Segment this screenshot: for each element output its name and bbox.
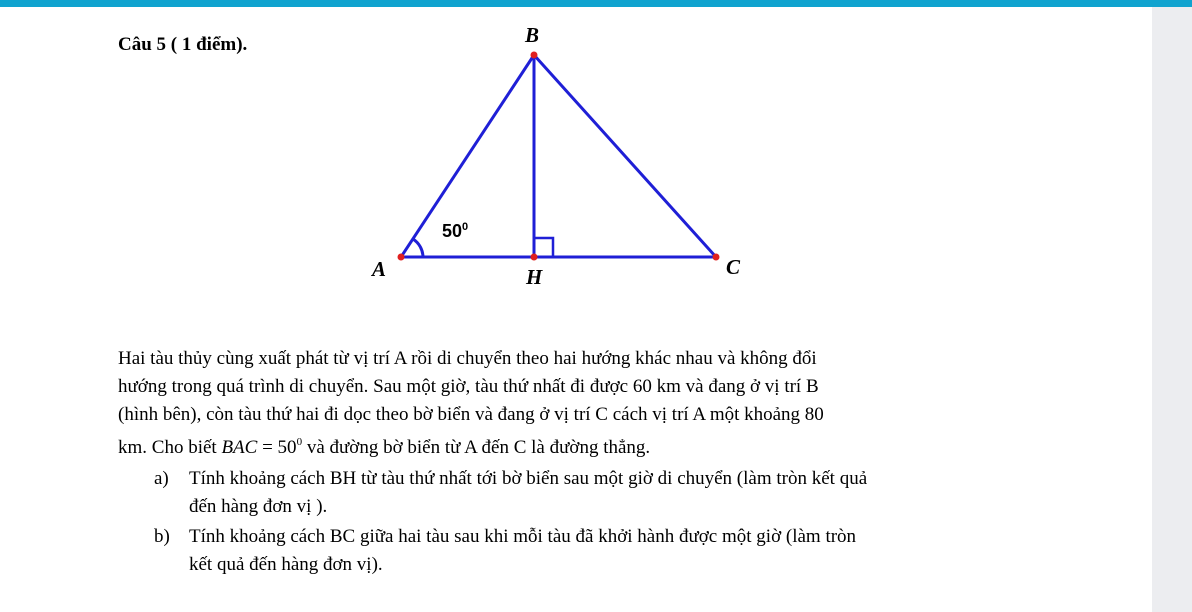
angle-arc-a [413, 239, 423, 257]
point-h [531, 254, 538, 261]
label-h: H [526, 265, 543, 289]
paragraph-line-2: hướng trong quá trình di chuyển. Sau một giờ, tàu thứ nhất đi được 60 km và đang ở vị trí B [118, 376, 819, 397]
right-angle-mark [534, 238, 553, 257]
question-title: Câu 5 ( 1 điểm). [118, 34, 248, 55]
side-bc [534, 55, 716, 257]
point-a [398, 254, 405, 261]
point-b [531, 52, 538, 59]
part-a-line-1: Tính khoảng cách BH từ tàu thứ nhất tới bờ biển sau một giờ di chuyển (làm tròn kết quả [189, 468, 868, 489]
line-4-text-a: km. Cho biết [118, 437, 222, 458]
paragraph-line-4 [118, 436, 650, 459]
paragraph-line-1: Hai tàu thủy cùng xuất phát từ vị trí A rồi di chuyển theo hai hướng khác nhau và không đổi [118, 348, 817, 369]
part-a-line-2: đến hàng đơn vị ). [189, 496, 328, 517]
label-a: A [372, 257, 387, 281]
angle-equals: = 50 [257, 437, 297, 458]
part-b-marker: b) [154, 526, 170, 547]
point-c [713, 254, 720, 261]
label-c: C [726, 255, 741, 279]
part-b-line-1: Tính khoảng cách BC giữa hai tàu sau khi mỗi tàu đã khởi hành được một giờ (làm tròn [189, 526, 857, 547]
line-4-text-b: và đường bờ biển từ A đến C là đường thẳng. [302, 437, 651, 458]
angle-expression: BAC [221, 437, 258, 458]
label-b: B [525, 23, 540, 47]
degree-superscript: 0 [296, 436, 303, 448]
part-a-marker: a) [154, 468, 169, 489]
paragraph-line-3: (hình bên), còn tàu thứ hai đi dọc theo bờ biển và đang ở vị trí C cách vị trí A một khoảng 80 [118, 404, 824, 425]
angle-label: $50^0$ [442, 221, 469, 241]
part-b-line-2: kết quả đến hàng đơn vị). [189, 554, 383, 575]
